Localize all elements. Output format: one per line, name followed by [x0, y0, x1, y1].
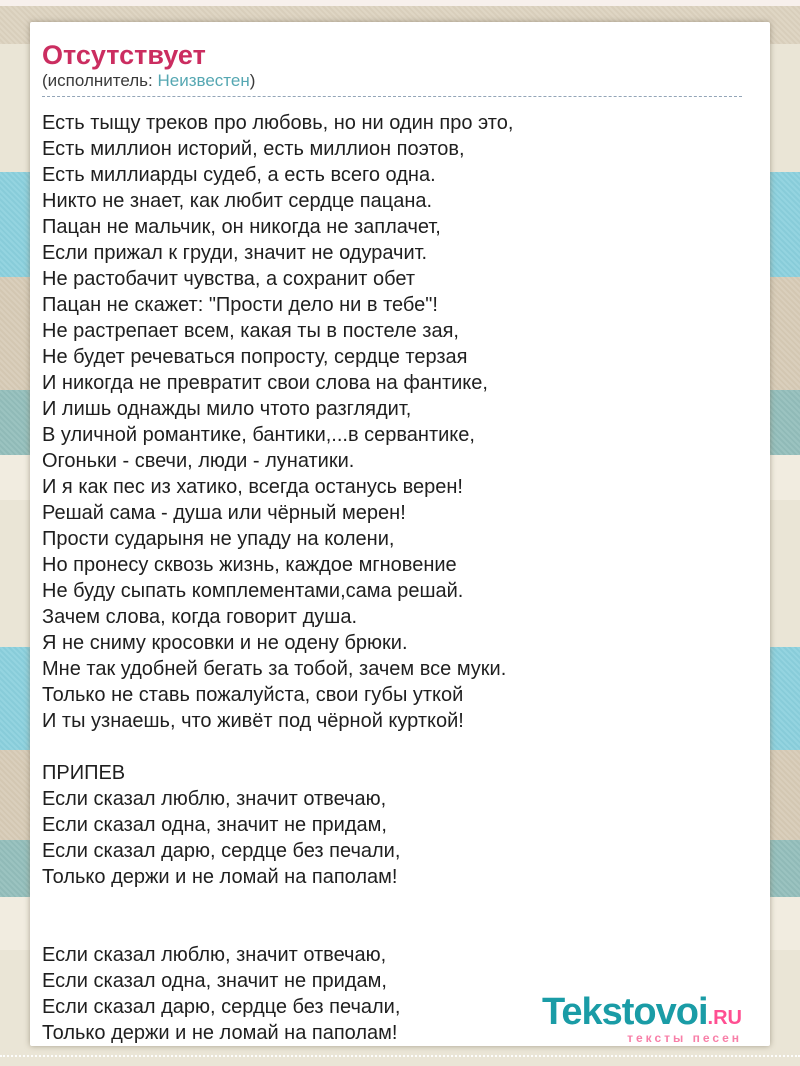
lyric-line: Есть тыщу треков про любовь, но ни один про это, [42, 112, 514, 134]
lyric-line: Но пронесу сквозь жизнь, каждое мгновение [42, 554, 457, 576]
lyric-line: Только держи и не ломай на паполам! [42, 1022, 398, 1044]
artist-label: (исполнитель: [42, 71, 158, 90]
lyric-line: Если прижал к груди, значит не одурачит. [42, 242, 428, 264]
lyric-line: ПРИПЕВ [42, 762, 126, 784]
lyric-line: Не растобачит чувства, а сохранит обет [42, 268, 415, 290]
lyric-line: Есть миллиарды судеб, а есть всего одна. [42, 164, 436, 186]
artist-link[interactable]: Неизвестен [157, 71, 250, 90]
lyric-line: Если сказал дарю, сердце без печали, [42, 996, 401, 1018]
artist-close-paren: ) [249, 71, 256, 90]
lyric-line [42, 734, 742, 760]
logo-wordmark-row [542, 993, 742, 1031]
lyric-line: Если сказал люблю, значит отвечаю, [42, 788, 387, 810]
content-card [30, 22, 770, 1046]
lyric-line: Только не ставь пожалуйста, свои губы уткой [42, 684, 464, 706]
lyrics-block [42, 110, 742, 1046]
lyric-line: И никогда не превратит свои слова на фантике, [42, 372, 488, 394]
lyric-line: Пацан не мальчик, он никогда не заплачет, [42, 216, 441, 238]
site-logo[interactable] [542, 993, 742, 1044]
lyric-line: Решай сама - душа или чёрный мерен! [42, 502, 406, 524]
lyric-line: Не буду сыпать комплементами,сама решай. [42, 580, 464, 602]
song-header [42, 40, 742, 97]
lyric-line: И лишь однажды мило чтото разглядит, [42, 398, 412, 420]
lyric-line: Огоньки - свечи, люди - лунатики. [42, 450, 355, 472]
logo-tagline: тексты песен [627, 1031, 742, 1045]
song-title: Отсутствует [42, 40, 206, 70]
lyric-line: Прости сударыня не упаду на колени, [42, 528, 395, 550]
lyric-line: Есть миллион историй, есть миллион поэтов, [42, 138, 465, 160]
lyric-line: Не растрепает всем, какая ты в постеле зая, [42, 320, 459, 342]
bottom-dotted-line [0, 1055, 800, 1057]
lyric-line: Зачем слова, когда говорит душа. [42, 606, 358, 628]
lyric-line: Пацан не скажет: "Прости дело ни в тебе"! [42, 294, 438, 316]
lyric-line: Никто не знает, как любит сердце пацана. [42, 190, 433, 212]
lyric-line: Я не сниму кросовки и не одену брюки. [42, 632, 408, 654]
lyric-line [42, 890, 742, 916]
lyric-line: В уличной романтике, бантики,...в сервантике, [42, 424, 475, 446]
lyric-line: Если сказал люблю, значит отвечаю, [42, 944, 387, 966]
logo-domain: .RU [707, 1007, 742, 1029]
lyric-line: Не будет речеваться попросту, сердце терзая [42, 346, 468, 368]
lyric-line: Только держи и не ломай на паполам! [42, 866, 398, 888]
lyric-line: И ты узнаешь, что живёт под чёрной курткой! [42, 710, 464, 732]
lyric-line [42, 916, 742, 942]
logo-wordmark: Tekstovoi [541, 991, 708, 1033]
lyric-line: Мне так удобней бегать за тобой, зачем все муки. [42, 658, 507, 680]
lyric-line: Если сказал одна, значит не придам, [42, 814, 387, 836]
lyric-line: Если сказал одна, значит не придам, [42, 970, 387, 992]
lyric-line: И я как пес из хатико, всегда останусь верен! [42, 476, 463, 498]
artist-line [42, 70, 742, 96]
lyric-line: Если сказал дарю, сердце без печали, [42, 840, 401, 862]
